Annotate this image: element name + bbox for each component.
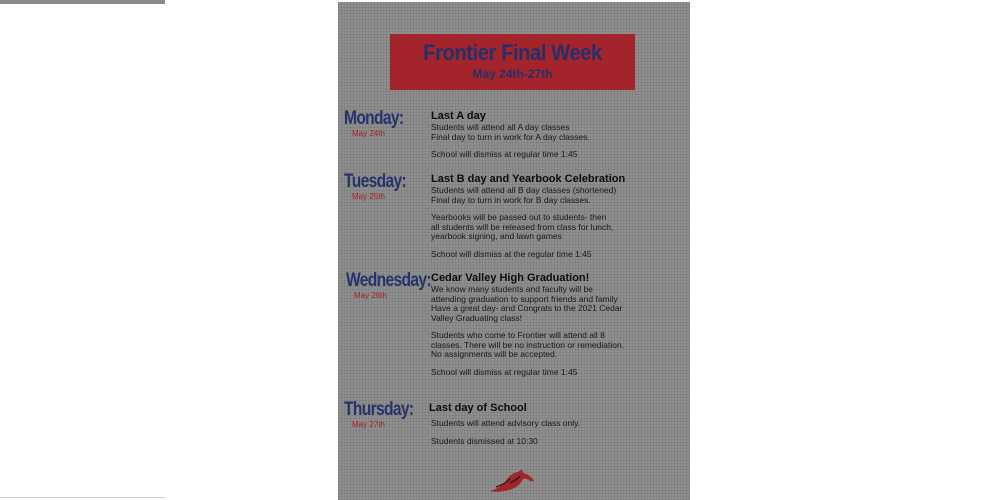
day-content-wednesday	[431, 271, 624, 377]
text-line: all students will be released from class for lunch,	[431, 221, 614, 232]
text-line: No assignments will be accepted.	[431, 349, 558, 359]
day-content-tuesday	[431, 172, 625, 259]
flyer-image	[338, 2, 690, 500]
day-label-monday	[344, 109, 417, 139]
text-line: Students dismissed at 10:30	[431, 435, 538, 446]
text-line: Students will attend all B day classes (shortened)	[431, 185, 617, 195]
day-content-thursday	[429, 401, 580, 446]
day-heading: Last B day and Yearbook Celebration	[431, 173, 626, 185]
day-date: May 27th	[352, 420, 385, 429]
bottom-divider	[0, 497, 165, 498]
text-line: School will dismiss at the regular time 1:45	[431, 248, 592, 259]
text-line: We know many students and faculty will be	[431, 284, 593, 294]
text-line: attending graduation to support friends and family	[431, 293, 618, 304]
mustang-logo-icon	[488, 467, 538, 495]
day-heading: Last day of School	[429, 402, 527, 414]
text-line: yearbook signing, and lawn games	[431, 231, 562, 241]
text-line: School will dismiss at regular time 1:45	[431, 149, 578, 159]
text-line: Students who come to Frontier will attend all 8	[431, 330, 605, 340]
day-heading: Last A day	[431, 110, 486, 122]
text-line: School will dismiss at regular time 1:45	[431, 366, 578, 377]
day-content-monday	[431, 109, 590, 160]
day-label-thursday	[344, 400, 429, 430]
title-banner	[390, 34, 635, 90]
day-name: Monday:	[344, 108, 404, 129]
text-line: classes. There will be no instruction or remediation.	[431, 339, 625, 350]
top-divider	[0, 0, 165, 4]
day-date: May 25th	[352, 192, 385, 201]
text-line: Have a great day- and Congrats to the 2021 Cedar	[431, 303, 623, 313]
day-date: May 26th	[354, 291, 387, 300]
flyer-date-range: May 24th-27th	[472, 67, 553, 81]
text-line: Yearbooks will be passed out to students- then	[431, 212, 607, 222]
flyer-title: Frontier Final Week	[423, 40, 602, 65]
text-line: Valley Graduating class!	[431, 312, 523, 323]
text-line: Final day to turn in work for B day classes.	[431, 194, 591, 205]
text-line: Final day to turn in work for A day classes.	[431, 131, 590, 142]
text-line: Students will attend advisory class only.	[431, 418, 581, 428]
day-name: Wednesday:	[346, 270, 431, 291]
text-line: Students will attend all A day classes	[431, 122, 570, 132]
day-date: May 24th	[352, 129, 385, 138]
day-heading: Cedar Valley High Graduation!	[431, 272, 590, 284]
day-label-tuesday	[344, 172, 420, 202]
day-name: Thursday:	[344, 399, 414, 420]
day-name: Tuesday:	[344, 171, 406, 192]
